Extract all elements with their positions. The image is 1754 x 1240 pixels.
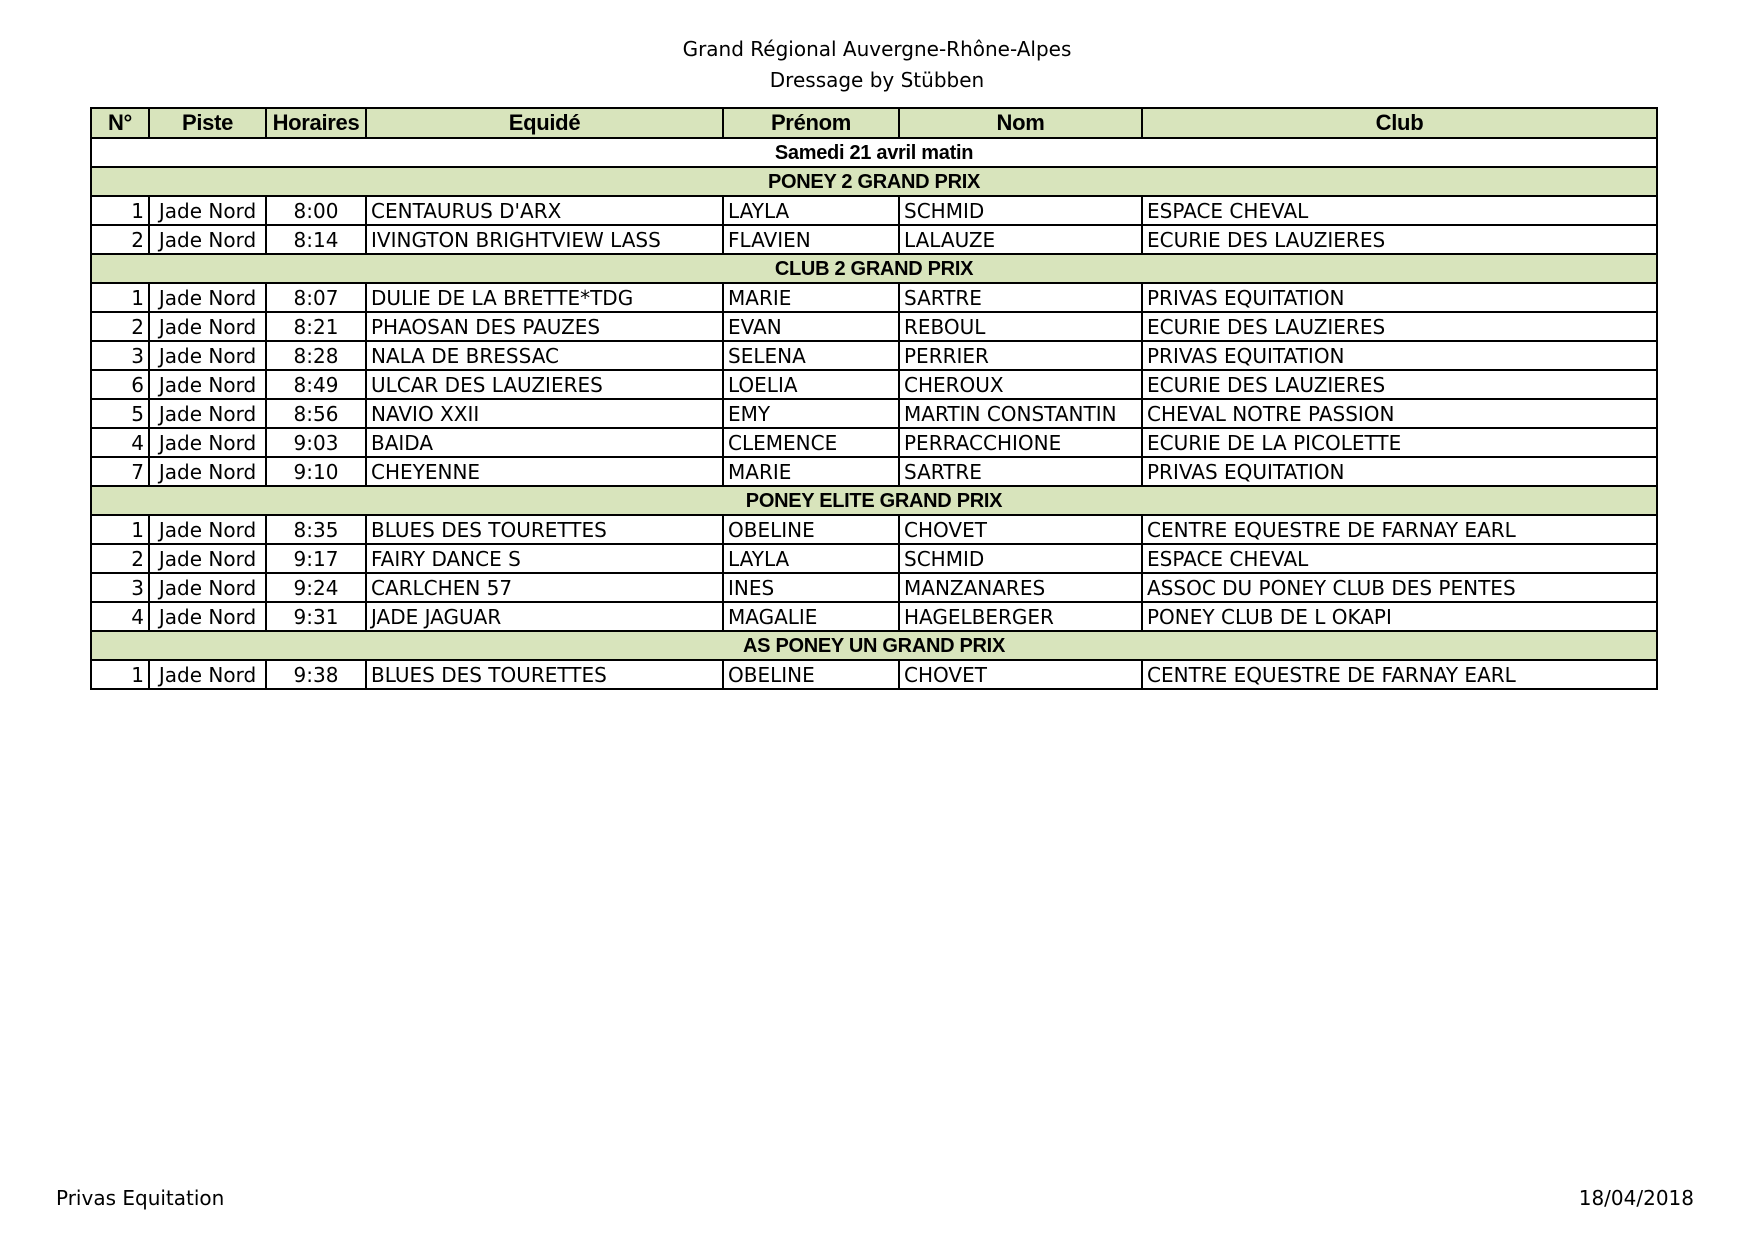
cell-number: 1 bbox=[91, 196, 149, 225]
cell-horaire: 9:03 bbox=[266, 428, 366, 457]
table-row bbox=[91, 660, 1657, 689]
cell-equide: JADE JAGUAR bbox=[366, 602, 723, 631]
cell-club: ECURIE DES LAUZIERES bbox=[1142, 312, 1657, 341]
cell-piste: Jade Nord bbox=[149, 225, 266, 254]
table-row bbox=[91, 341, 1657, 370]
cell-equide: NALA DE BRESSAC bbox=[366, 341, 723, 370]
column-header-equide: Equidé bbox=[366, 108, 723, 138]
cell-horaire: 8:00 bbox=[266, 196, 366, 225]
cell-nom: SCHMID bbox=[899, 196, 1142, 225]
cell-equide: FAIRY DANCE S bbox=[366, 544, 723, 573]
cell-club: CENTRE EQUESTRE DE FARNAY EARL bbox=[1142, 515, 1657, 544]
cell-number: 7 bbox=[91, 457, 149, 486]
cell-equide: CHEYENNE bbox=[366, 457, 723, 486]
cell-equide: BLUES DES TOURETTES bbox=[366, 660, 723, 689]
table-row bbox=[91, 428, 1657, 457]
cell-number: 1 bbox=[91, 660, 149, 689]
cell-nom: PERRACCHIONE bbox=[899, 428, 1142, 457]
category-row bbox=[91, 486, 1657, 515]
cell-number: 3 bbox=[91, 573, 149, 602]
cell-club: CENTRE EQUESTRE DE FARNAY EARL bbox=[1142, 660, 1657, 689]
cell-equide: BLUES DES TOURETTES bbox=[366, 515, 723, 544]
cell-piste: Jade Nord bbox=[149, 457, 266, 486]
cell-prenom: FLAVIEN bbox=[723, 225, 899, 254]
cell-number: 2 bbox=[91, 225, 149, 254]
cell-number: 4 bbox=[91, 602, 149, 631]
cell-horaire: 8:28 bbox=[266, 341, 366, 370]
table-row bbox=[91, 370, 1657, 399]
cell-nom: MANZANARES bbox=[899, 573, 1142, 602]
category-label: AS PONEY UN GRAND PRIX bbox=[91, 631, 1657, 660]
day-label: Samedi 21 avril matin bbox=[91, 138, 1657, 167]
table-row bbox=[91, 457, 1657, 486]
cell-equide: ULCAR DES LAUZIERES bbox=[366, 370, 723, 399]
cell-number: 2 bbox=[91, 312, 149, 341]
cell-club: ASSOC DU PONEY CLUB DES PENTES bbox=[1142, 573, 1657, 602]
cell-equide: IVINGTON BRIGHTVIEW LASS bbox=[366, 225, 723, 254]
cell-number: 2 bbox=[91, 544, 149, 573]
cell-piste: Jade Nord bbox=[149, 428, 266, 457]
category-label: PONEY 2 GRAND PRIX bbox=[91, 167, 1657, 196]
table-row bbox=[91, 225, 1657, 254]
cell-nom: CHOVET bbox=[899, 515, 1142, 544]
cell-club: PRIVAS EQUITATION bbox=[1142, 283, 1657, 312]
cell-prenom: OBELINE bbox=[723, 515, 899, 544]
cell-piste: Jade Nord bbox=[149, 515, 266, 544]
cell-horaire: 8:35 bbox=[266, 515, 366, 544]
cell-piste: Jade Nord bbox=[149, 602, 266, 631]
cell-nom: REBOUL bbox=[899, 312, 1142, 341]
cell-horaire: 9:10 bbox=[266, 457, 366, 486]
category-row bbox=[91, 167, 1657, 196]
cell-piste: Jade Nord bbox=[149, 370, 266, 399]
cell-piste: Jade Nord bbox=[149, 660, 266, 689]
cell-number: 1 bbox=[91, 515, 149, 544]
document-subtitle: Dressage by Stübben bbox=[769, 68, 985, 92]
table-row bbox=[91, 602, 1657, 631]
header-row bbox=[91, 108, 1657, 138]
cell-club: ECURIE DES LAUZIERES bbox=[1142, 225, 1657, 254]
cell-club: PRIVAS EQUITATION bbox=[1142, 457, 1657, 486]
table-row bbox=[91, 515, 1657, 544]
cell-prenom: EMY bbox=[723, 399, 899, 428]
document-title-block bbox=[0, 34, 1754, 96]
day-row bbox=[91, 138, 1657, 167]
cell-piste: Jade Nord bbox=[149, 196, 266, 225]
cell-club: CHEVAL NOTRE PASSION bbox=[1142, 399, 1657, 428]
table-row bbox=[91, 312, 1657, 341]
cell-prenom: MARIE bbox=[723, 283, 899, 312]
table-row bbox=[91, 544, 1657, 573]
cell-club: ESPACE CHEVAL bbox=[1142, 544, 1657, 573]
table-row bbox=[91, 196, 1657, 225]
cell-nom: CHOVET bbox=[899, 660, 1142, 689]
cell-horaire: 8:14 bbox=[266, 225, 366, 254]
category-label: PONEY ELITE GRAND PRIX bbox=[91, 486, 1657, 515]
cell-club: PONEY CLUB DE L OKAPI bbox=[1142, 602, 1657, 631]
cell-club: ECURIE DES LAUZIERES bbox=[1142, 370, 1657, 399]
cell-equide: CENTAURUS D'ARX bbox=[366, 196, 723, 225]
column-header-horaires: Horaires bbox=[266, 108, 366, 138]
cell-prenom: LOELIA bbox=[723, 370, 899, 399]
cell-piste: Jade Nord bbox=[149, 283, 266, 312]
cell-equide: NAVIO XXII bbox=[366, 399, 723, 428]
cell-equide: PHAOSAN DES PAUZES bbox=[366, 312, 723, 341]
cell-horaire: 8:21 bbox=[266, 312, 366, 341]
column-header-prenom: Prénom bbox=[723, 108, 899, 138]
cell-nom: HAGELBERGER bbox=[899, 602, 1142, 631]
cell-nom: PERRIER bbox=[899, 341, 1142, 370]
category-row bbox=[91, 631, 1657, 660]
cell-nom: SARTRE bbox=[899, 283, 1142, 312]
table-row bbox=[91, 573, 1657, 602]
schedule-table bbox=[90, 107, 1658, 690]
cell-piste: Jade Nord bbox=[149, 312, 266, 341]
cell-number: 4 bbox=[91, 428, 149, 457]
cell-nom: LALAUZE bbox=[899, 225, 1142, 254]
document-title: Grand Régional Auvergne-Rhône-Alpes bbox=[682, 37, 1072, 61]
cell-prenom: INES bbox=[723, 573, 899, 602]
schedule-body bbox=[91, 138, 1657, 689]
column-header-n: N° bbox=[91, 108, 149, 138]
cell-prenom: MARIE bbox=[723, 457, 899, 486]
cell-number: 1 bbox=[91, 283, 149, 312]
category-row bbox=[91, 254, 1657, 283]
cell-prenom: LAYLA bbox=[723, 196, 899, 225]
cell-horaire: 9:31 bbox=[266, 602, 366, 631]
cell-prenom: LAYLA bbox=[723, 544, 899, 573]
cell-piste: Jade Nord bbox=[149, 544, 266, 573]
cell-equide: CARLCHEN 57 bbox=[366, 573, 723, 602]
cell-piste: Jade Nord bbox=[149, 573, 266, 602]
cell-club: ESPACE CHEVAL bbox=[1142, 196, 1657, 225]
footer-date: 18/04/2018 bbox=[1578, 1186, 1694, 1210]
category-label: CLUB 2 GRAND PRIX bbox=[91, 254, 1657, 283]
cell-club: ECURIE DE LA PICOLETTE bbox=[1142, 428, 1657, 457]
cell-club: PRIVAS EQUITATION bbox=[1142, 341, 1657, 370]
cell-prenom: SELENA bbox=[723, 341, 899, 370]
cell-equide: BAIDA bbox=[366, 428, 723, 457]
cell-equide: DULIE DE LA BRETTE*TDG bbox=[366, 283, 723, 312]
cell-nom: CHEROUX bbox=[899, 370, 1142, 399]
cell-prenom: MAGALIE bbox=[723, 602, 899, 631]
cell-piste: Jade Nord bbox=[149, 399, 266, 428]
cell-prenom: OBELINE bbox=[723, 660, 899, 689]
cell-prenom: EVAN bbox=[723, 312, 899, 341]
cell-nom: SARTRE bbox=[899, 457, 1142, 486]
cell-nom: SCHMID bbox=[899, 544, 1142, 573]
column-header-club: Club bbox=[1142, 108, 1657, 138]
cell-number: 6 bbox=[91, 370, 149, 399]
cell-number: 3 bbox=[91, 341, 149, 370]
cell-horaire: 9:17 bbox=[266, 544, 366, 573]
table-row bbox=[91, 399, 1657, 428]
footer-organizer: Privas Equitation bbox=[56, 1186, 225, 1210]
cell-horaire: 9:24 bbox=[266, 573, 366, 602]
cell-nom: MARTIN CONSTANTIN bbox=[899, 399, 1142, 428]
column-header-piste: Piste bbox=[149, 108, 266, 138]
table-row bbox=[91, 283, 1657, 312]
cell-horaire: 9:38 bbox=[266, 660, 366, 689]
cell-number: 5 bbox=[91, 399, 149, 428]
cell-horaire: 8:56 bbox=[266, 399, 366, 428]
cell-horaire: 8:07 bbox=[266, 283, 366, 312]
cell-piste: Jade Nord bbox=[149, 341, 266, 370]
cell-prenom: CLEMENCE bbox=[723, 428, 899, 457]
column-header-nom: Nom bbox=[899, 108, 1142, 138]
cell-horaire: 8:49 bbox=[266, 370, 366, 399]
